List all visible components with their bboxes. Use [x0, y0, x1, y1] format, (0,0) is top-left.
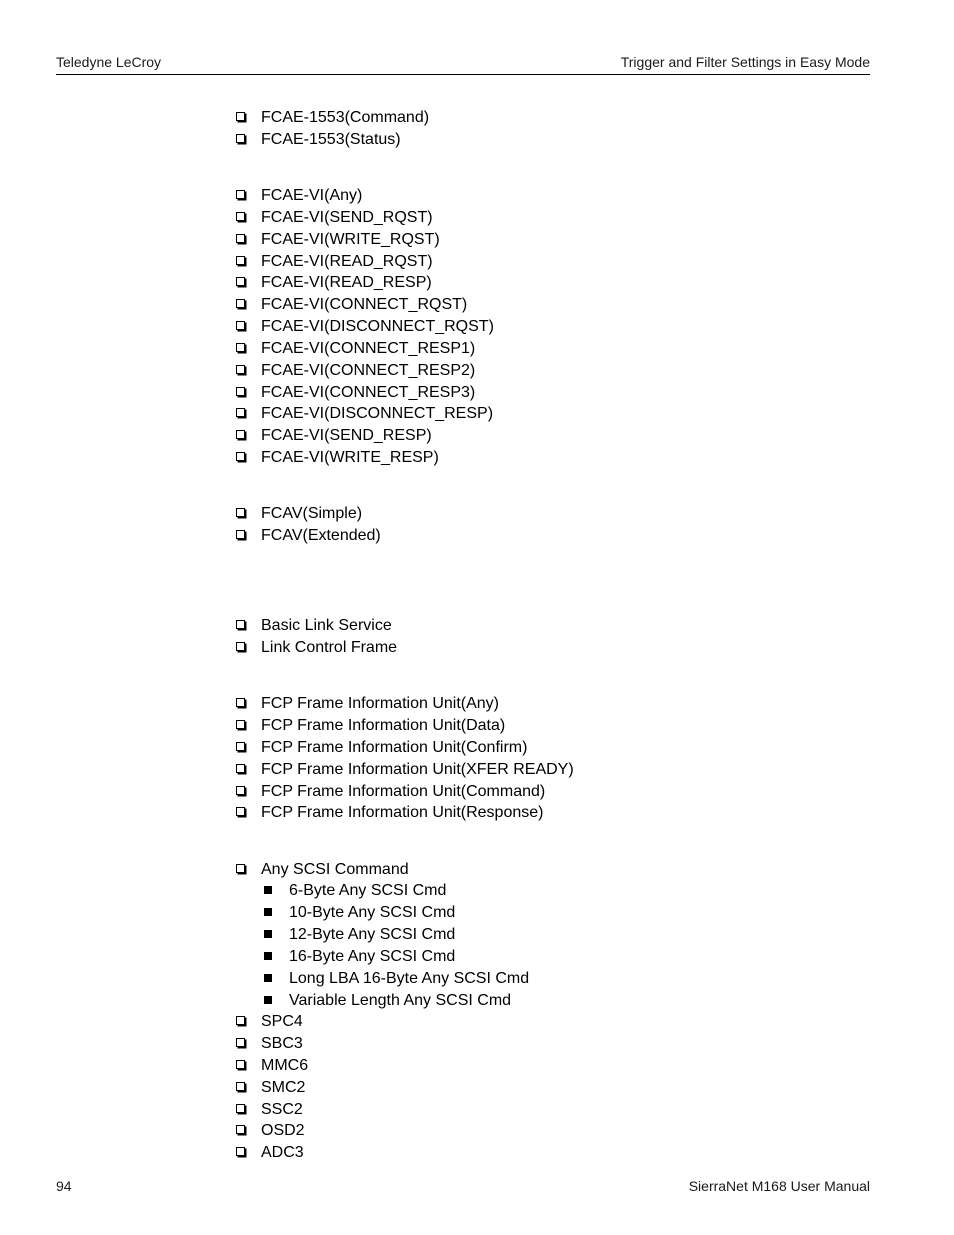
square-bullet-icon: [264, 952, 272, 960]
list-item: FCAE-VI(CONNECT_RESP2): [236, 360, 475, 382]
list-item: ADC3: [236, 1142, 304, 1164]
list-item: FCAE-VI(DISCONNECT_RQST): [236, 316, 494, 338]
checkbox-icon: [236, 786, 245, 795]
list-item: Basic Link Service: [236, 615, 392, 637]
checkbox-icon: [236, 256, 245, 265]
checkbox-icon: [236, 1016, 245, 1025]
checkbox-icon: [236, 764, 245, 773]
list-item: FCP Frame Information Unit(Response): [236, 802, 543, 824]
sub-list-item: Variable Length Any SCSI Cmd: [264, 990, 511, 1012]
checkbox-icon: [236, 134, 245, 143]
list-item: Link Control Frame: [236, 637, 397, 659]
list-item: FCAE-VI(Any): [236, 185, 362, 207]
square-bullet-icon: [264, 974, 272, 982]
checkbox-icon: [236, 742, 245, 751]
list-item: FCAE-VI(CONNECT_RESP1): [236, 338, 475, 360]
checkbox-icon: [236, 1104, 245, 1113]
sub-list-item: 6-Byte Any SCSI Cmd: [264, 880, 446, 902]
checkbox-icon: [236, 430, 245, 439]
checkbox-icon: [236, 642, 245, 651]
list-item: SBC3: [236, 1033, 303, 1055]
list-item: FCAE-VI(CONNECT_RQST): [236, 294, 467, 316]
list-item: FCAE-1553(Command): [236, 107, 429, 129]
checkbox-icon: [236, 1125, 245, 1134]
list-item: FCP Frame Information Unit(Confirm): [236, 737, 527, 759]
checkbox-icon: [236, 408, 245, 417]
checkbox-icon: [236, 508, 245, 517]
list-item: FCAE-VI(DISCONNECT_RESP): [236, 403, 493, 425]
checkbox-icon: [236, 1038, 245, 1047]
list-item: OSD2: [236, 1120, 305, 1142]
list-item: FCAE-VI(READ_RESP): [236, 272, 432, 294]
square-bullet-icon: [264, 930, 272, 938]
header-rule: [56, 74, 870, 75]
checkbox-icon: [236, 299, 245, 308]
list-item: FCAE-VI(WRITE_RESP): [236, 447, 439, 469]
checkbox-icon: [236, 720, 245, 729]
list-item: FCAE-VI(SEND_RESP): [236, 425, 432, 447]
checkbox-icon: [236, 212, 245, 221]
footer-manual-title: SierraNet M168 User Manual: [688, 1178, 870, 1194]
square-bullet-icon: [264, 886, 272, 894]
list-item: FCAV(Simple): [236, 503, 362, 525]
checkbox-icon: [236, 277, 245, 286]
square-bullet-icon: [264, 996, 272, 1004]
checkbox-icon: [236, 864, 245, 873]
list-item: SSC2: [236, 1099, 303, 1121]
square-bullet-icon: [264, 908, 272, 916]
checkbox-icon: [236, 321, 245, 330]
list-item: FCP Frame Information Unit(Command): [236, 781, 545, 803]
list-item: FCAE-VI(WRITE_RQST): [236, 229, 440, 251]
list-item: SPC4: [236, 1011, 303, 1033]
checkbox-icon: [236, 807, 245, 816]
list-item: SMC2: [236, 1077, 305, 1099]
checkbox-icon: [236, 190, 245, 199]
checkbox-icon: [236, 452, 245, 461]
checkbox-icon: [236, 1060, 245, 1069]
sub-list-item: 10-Byte Any SCSI Cmd: [264, 902, 455, 924]
checkbox-icon: [236, 1147, 245, 1156]
list-item: FCP Frame Information Unit(Any): [236, 693, 499, 715]
checkbox-icon: [236, 234, 245, 243]
list-item: FCAE-VI(SEND_RQST): [236, 207, 433, 229]
sub-list-item: 16-Byte Any SCSI Cmd: [264, 946, 455, 968]
checkbox-icon: [236, 530, 245, 539]
header-section-title: Trigger and Filter Settings in Easy Mode: [620, 54, 870, 70]
list-item: FCP Frame Information Unit(Data): [236, 715, 505, 737]
list-item: FCP Frame Information Unit(XFER READY): [236, 759, 574, 781]
page-number: 94: [56, 1178, 72, 1194]
checkbox-icon: [236, 343, 245, 352]
header-company: Teledyne LeCroy: [56, 54, 162, 70]
checkbox-icon: [236, 698, 245, 707]
list-item: Any SCSI Command: [236, 859, 409, 881]
checkbox-icon: [236, 387, 245, 396]
checkbox-icon: [236, 620, 245, 629]
sub-list-item: Long LBA 16-Byte Any SCSI Cmd: [264, 968, 529, 990]
sub-list-item: 12-Byte Any SCSI Cmd: [264, 924, 455, 946]
list-item: FCAE-1553(Status): [236, 129, 401, 151]
list-item: MMC6: [236, 1055, 308, 1077]
checkbox-icon: [236, 1082, 245, 1091]
checkbox-icon: [236, 365, 245, 374]
list-item: FCAV(Extended): [236, 525, 381, 547]
list-item: FCAE-VI(READ_RQST): [236, 251, 433, 273]
checkbox-icon: [236, 112, 245, 121]
list-item: FCAE-VI(CONNECT_RESP3): [236, 382, 475, 404]
